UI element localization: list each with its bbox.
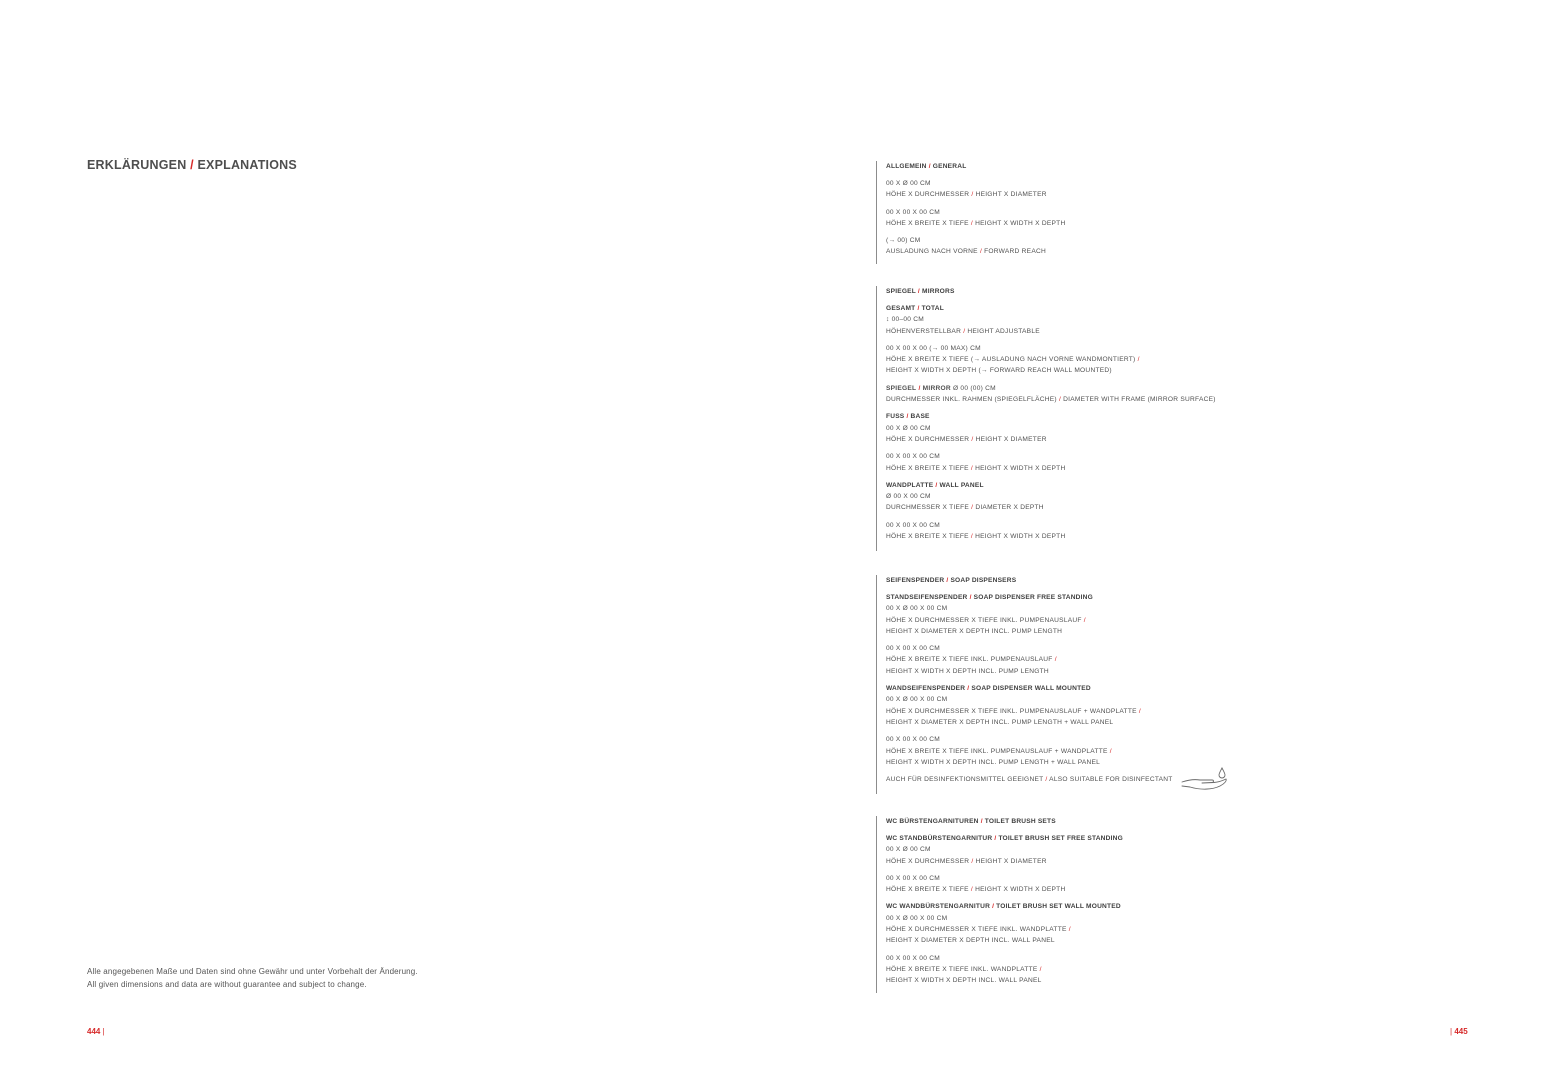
section-title: SPIEGEL / MIRRORS xyxy=(886,288,955,295)
page-number-right-value: 445 xyxy=(1454,1027,1468,1036)
spec-desc: HÖHE X BREITE X TIEFE / HEIGHT X WIDTH X DEPTH xyxy=(886,533,1066,541)
spec-value: 00 X Ø 00 CM xyxy=(886,180,931,187)
spec-desc: HÖHE X DURCHMESSER X TIEFE INKL. WANDPLATTE / xyxy=(886,926,1071,934)
spec-value: 00 X Ø 00 X 00 CM xyxy=(886,696,948,704)
spec-desc: HÖHE X DURCHMESSER / HEIGHT X DIAMETER xyxy=(886,435,1047,443)
page-title xyxy=(87,158,297,172)
page-number-left-bar: | xyxy=(102,1027,105,1036)
page-number-left-value: 444 xyxy=(87,1027,101,1036)
spec-desc: HEIGHT X WIDTH X DEPTH INCL. PUMP LENGTH + WALL PANEL xyxy=(886,758,1101,766)
section-title xyxy=(886,162,1246,172)
spec-value: 00 X Ø 00 CM xyxy=(886,846,931,854)
page-number-left xyxy=(87,1027,105,1036)
spec-desc: HEIGHT X DIAMETER X DEPTH INCL. PUMP LENGTH + WALL PANEL xyxy=(886,718,1114,726)
spec-desc: HÖHE X BREITE X TIEFE / HEIGHT X WIDTH X DEPTH xyxy=(886,886,1066,894)
disclaimer-de: Alle angegebenen Maße und Daten sind ohne Gewähr und unter Vorbehalt der Änderung. xyxy=(87,967,418,976)
spec-desc: DURCHMESSER X TIEFE / DIAMETER X DEPTH xyxy=(886,504,1044,512)
spec-value: (→ 00) CM xyxy=(886,237,921,245)
spec-value: 00 X 00 X 00 CM xyxy=(886,453,940,461)
subsection-title: GESAMT / TOTAL xyxy=(886,305,944,312)
hand-drop-icon xyxy=(1180,764,1228,794)
spec-desc: HÖHE X BREITE X TIEFE (→ AUSLADUNG NACH VORNE WANDMONTIERT) / xyxy=(886,356,1140,364)
spec-value: 00 X 00 X 00 CM xyxy=(886,874,940,882)
disclaimer-en: All given dimensions and data are without guarantee and subject to change. xyxy=(87,979,367,989)
spec-desc: HEIGHT X WIDTH X DEPTH INCL. WALL PANEL xyxy=(886,977,1042,985)
subsection-title: FUSS / BASE xyxy=(886,413,930,421)
spec-desc: HÖHE X DURCHMESSER X TIEFE INKL. PUMPENAUSLAUF + WANDPLATTE / xyxy=(886,707,1141,715)
section-mirrors xyxy=(876,286,1246,551)
spec-desc: DURCHMESSER INKL. RAHMEN (SPIEGELFLÄCHE) / DIAMETER WITH FRAME (MIRROR SURFACE) xyxy=(886,396,1216,404)
spec-desc: HÖHE X DURCHMESSER / HEIGHT X DIAMETER xyxy=(886,857,1047,865)
spec-desc: HÖHE X BREITE X TIEFE INKL. PUMPENAUSLAUF + WANDPLATTE / xyxy=(886,747,1112,755)
section-soap-dispensers xyxy=(876,575,1246,794)
spec-value: ↕ 00–00 CM xyxy=(886,316,925,324)
section-title: WC BÜRSTENGARNITUREN / TOILET BRUSH SETS xyxy=(886,818,1056,825)
spec-desc: HÖHE X BREITE X TIEFE / HEIGHT X WIDTH X DEPTH xyxy=(886,464,1066,472)
spec-value: 00 X 00 X 00 CM xyxy=(886,954,940,962)
spec-value: 00 X Ø 00 CM xyxy=(886,424,931,432)
spec-value: 00 X 00 X 00 (→ 00 MAX) CM xyxy=(886,344,981,352)
spec-desc: HEIGHT X DIAMETER X DEPTH INCL. WALL PANEL xyxy=(886,937,1055,945)
separator: / xyxy=(928,163,931,170)
spec-value: 00 X 00 X 00 CM xyxy=(886,521,940,529)
section-title: SEIFENSPENDER / SOAP DISPENSERS xyxy=(886,577,1017,584)
spec-value: 00 X Ø 00 X 00 CM xyxy=(886,605,948,613)
subsection-title: WC WANDBÜRSTENGARNITUR / TOILET BRUSH SET WALL MOUNTED xyxy=(886,903,1121,911)
spec-desc: HÖHE X BREITE X TIEFE / HEIGHT X WIDTH X DEPTH xyxy=(886,219,1066,227)
disinfectant-note: AUCH FÜR DESINFEKTIONSMITTEL GEEIGNET / ALSO SUITABLE FOR DISINFECTANT xyxy=(886,774,1246,785)
subsection-title: WC STANDBÜRSTENGARNITUR / TOILET BRUSH SET FREE STANDING xyxy=(886,835,1123,842)
spec-value: 00 X 00 X 00 CM xyxy=(886,208,940,216)
disclaimer xyxy=(87,966,418,991)
spec-desc: HEIGHT X DIAMETER X DEPTH INCL. PUMP LENGTH xyxy=(886,627,1063,635)
page-number-right xyxy=(1450,1027,1468,1036)
spec-value: SPIEGEL / MIRROR Ø 00 (00) CM xyxy=(886,384,996,392)
spec-value: 00 X 00 X 00 CM xyxy=(886,645,940,653)
subsection-title: STANDSEIFENSPENDER / SOAP DISPENSER FREE STANDING xyxy=(886,594,1093,601)
subsection-title: WANDSEIFENSPENDER / SOAP DISPENSER WALL MOUNTED xyxy=(886,685,1091,693)
spec-desc: HÖHE X BREITE X TIEFE INKL. WANDPLATTE / xyxy=(886,965,1042,973)
title-separator: / xyxy=(190,158,194,172)
section-title-de: ALLGEMEIN xyxy=(886,163,927,170)
spec-desc: HÖHE X BREITE X TIEFE INKL. PUMPENAUSLAUF / xyxy=(886,656,1057,664)
spec-desc: HEIGHT X WIDTH X DEPTH (→ FORWARD REACH WALL MOUNTED) xyxy=(886,367,1112,375)
spec-desc: HÖHE X DURCHMESSER X TIEFE INKL. PUMPENAUSLAUF / xyxy=(886,616,1086,624)
spec-desc: HÖHENVERSTELLBAR / HEIGHT ADJUSTABLE xyxy=(886,327,1040,335)
spec-value: 00 X Ø 00 X 00 CM xyxy=(886,914,948,922)
spec-value: Ø 00 X 00 CM xyxy=(886,493,931,501)
section-general xyxy=(876,161,1246,264)
title-de: ERKLÄRUNGEN xyxy=(87,158,187,172)
spec-desc: AUSLADUNG NACH VORNE / FORWARD REACH xyxy=(886,248,1046,256)
spec-desc: HÖHE X DURCHMESSER / HEIGHT X DIAMETER xyxy=(886,191,1047,199)
title-en: EXPLANATIONS xyxy=(197,158,297,172)
page-number-right-bar: | xyxy=(1450,1027,1453,1036)
subsection-title: WANDPLATTE / WALL PANEL xyxy=(886,481,984,489)
spec-desc: HEIGHT X WIDTH X DEPTH INCL. PUMP LENGTH xyxy=(886,667,1049,675)
section-title-en: GENERAL xyxy=(932,163,967,170)
spec-value: 00 X 00 X 00 CM xyxy=(886,736,940,744)
section-toilet-brush-sets xyxy=(876,816,1246,993)
